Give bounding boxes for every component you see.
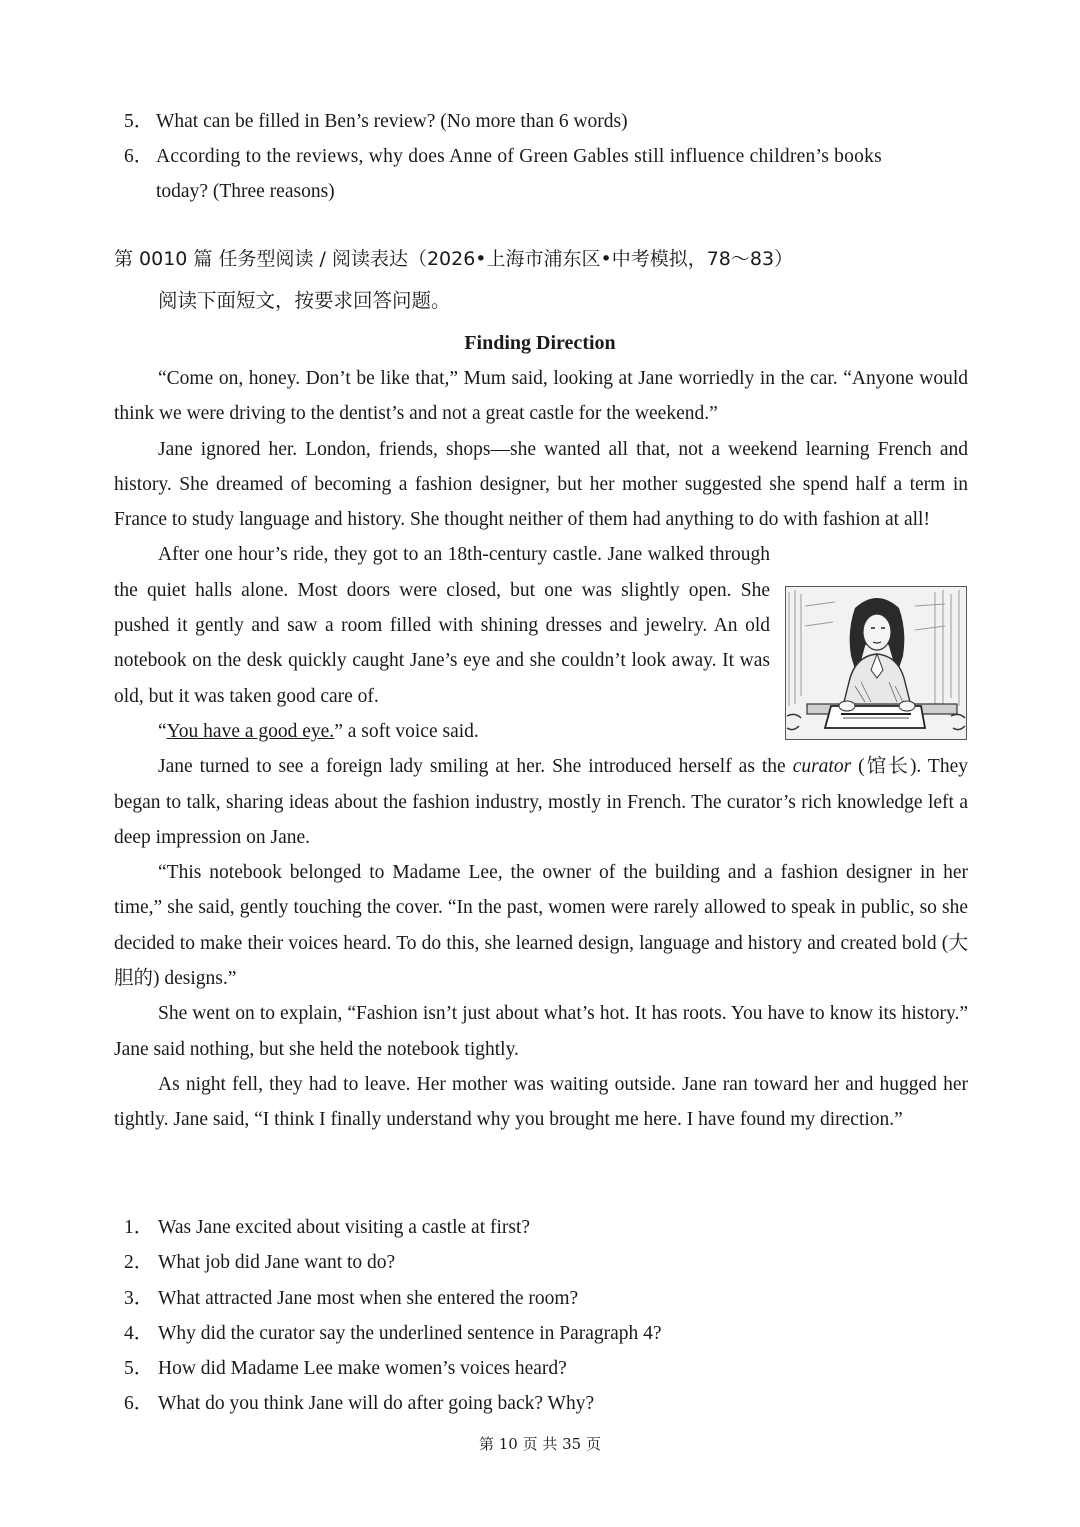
question-item xyxy=(114,1316,970,1351)
paragraph-7: She went on to explain, “Fashion isn’t just about what’s hot. It has roots. You have to know its history.” Jane said nothing, but she held the notebook tightly. xyxy=(114,1003,968,1060)
curator-word: curator xyxy=(792,756,852,778)
question-text: Why did the curator say the underlined sentence in Paragraph 4? xyxy=(158,1322,662,1344)
question-number: 2． xyxy=(124,1252,154,1274)
prev-question-5 xyxy=(114,104,970,139)
paragraph-4-rest: ” a soft voice said. xyxy=(334,720,479,742)
question-item xyxy=(114,1386,970,1421)
question-text: Was Jane excited about visiting a castle at first? xyxy=(158,1217,531,1238)
section-heading: 第 0010 篇 任务型阅读 / 阅读表达（2026•上海市浦东区•中考模拟，78～83） xyxy=(114,248,794,270)
quote-open: “ xyxy=(158,720,167,742)
question-number: 4． xyxy=(124,1322,154,1344)
paragraph-6: “This notebook belonged to Madame Lee, the owner of the building and a fashion designer in her time,” she said, gently touching the cover. “In the past, women were rarely allowed to speak in public, so she decided to make their voices heard. To do this, she learned design, language and history and created bold (大胆的) designs.” xyxy=(114,862,968,990)
question-item xyxy=(114,1210,970,1245)
question-number: 1． xyxy=(124,1217,154,1238)
question-item xyxy=(114,1245,970,1280)
paragraph-8: As night fell, they had to leave. Her mother was waiting outside. Jane ran toward her and hugged her tightly. Jane said, “I think I finally understand why you brought me here. I have found my direction.” xyxy=(114,1073,968,1131)
prev-question-6 xyxy=(114,139,970,174)
prev-question-6-continuation: today? (Three reasons) xyxy=(156,181,335,202)
paragraph-2: Jane ignored her. London, friends, shops—she wanted all that, not a weekend learning French and history. She dreamed of becoming a fashion designer, but her mother suggested she spend half a term in France to study language and history. She thought neither of them had anything to do with fashion at all! xyxy=(114,438,968,531)
paragraph-1: “Come on, honey. Don’t be like that,” Mum said, looking at Jane worriedly in the car. “Anyone would think we were driving to the dentist’s and not a great castle for the weekend.” xyxy=(114,368,968,425)
question-number: 6． xyxy=(124,146,154,167)
question-text: What can be filled in Ben’s review? (No more than 6 words) xyxy=(156,111,628,132)
underlined-sentence: You have a good eye. xyxy=(166,720,335,742)
question-list xyxy=(114,1210,970,1422)
question-number: 3． xyxy=(124,1287,154,1309)
passage-title: Finding Direction xyxy=(464,332,616,354)
question-number: 6． xyxy=(124,1393,154,1415)
page-footer: 第 10 页 共 35 页 xyxy=(478,1435,601,1453)
paragraph-5 xyxy=(114,749,968,855)
question-text: How did Madame Lee make women’s voices heard? xyxy=(158,1358,567,1380)
paragraph-5-part-b: (馆长). They began to talk, sharing ideas about the fashion industry, mostly in French. The curator’s rich knowledge left a deep impression on Jane. xyxy=(114,756,968,848)
question-item xyxy=(114,1351,970,1386)
paragraph-5-part-a: Jane turned to see a foreign lady smiling at her. She introduced herself as the xyxy=(158,756,793,778)
reading-passage xyxy=(114,361,968,1138)
question-number: 5． xyxy=(124,1358,154,1380)
question-text: What job did Jane want to do? xyxy=(158,1252,396,1274)
girl-reading-notebook-illustration xyxy=(785,586,967,740)
question-item xyxy=(114,1281,970,1316)
question-text: According to the reviews, why does Anne of Green Gables still influence children’s books xyxy=(156,146,882,167)
section-instruction: 阅读下面短文，按要求回答问题。 xyxy=(158,289,451,312)
paragraph-3: After one hour’s ride, they got to an 18th-century castle. Jane walked through the quiet halls alone. Most doors were closed, but one was slightly open. She pushed it gently and saw a room filled with shining dresses and jewelry. An old notebook on the desk quickly caught Jane’s eye and she couldn’t look away. It was old, but it was taken good care of. xyxy=(114,544,770,707)
question-text: What do you think Jane will do after going back? Why? xyxy=(158,1393,595,1415)
question-number: 5． xyxy=(124,111,154,132)
question-text: What attracted Jane most when she entered the room? xyxy=(158,1287,579,1309)
